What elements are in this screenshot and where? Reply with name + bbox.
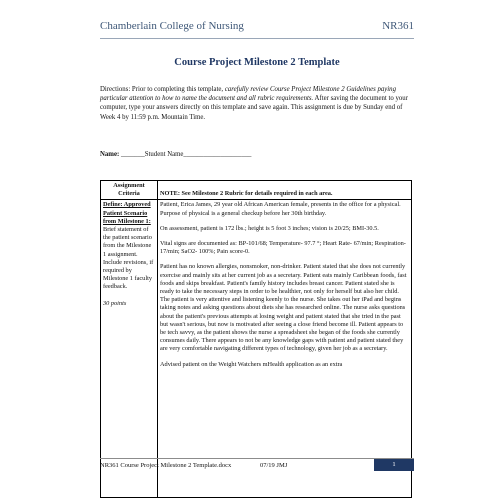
table-row — [101, 200, 412, 498]
criteria-points: 30 points — [103, 299, 127, 307]
document-title: Course Project Milestone 2 Template — [174, 57, 340, 68]
name-line — [100, 151, 251, 158]
page-number: 1 — [374, 459, 414, 471]
table-header-row — [101, 181, 412, 200]
footer-filename: NR361 Course Project Milestone 2 Template.docx — [100, 462, 232, 469]
criteria-table — [100, 180, 412, 498]
criteria-cell — [101, 200, 158, 498]
response-paragraph: Patient, Erica James, 29 year old African American female, presents in the office for a physical. Purpose of physical is a general checkup before her 30th birthday. — [160, 201, 401, 217]
col1-header: Assignment Criteria — [101, 181, 158, 200]
page-footer — [100, 458, 414, 473]
student-name-field[interactable]: _______Student Name____________________ — [119, 151, 252, 158]
col2-header: NOTE: See Milestone 2 Rubric for details required in each area. — [158, 181, 412, 200]
college-name: Chamberlain College of Nursing — [100, 20, 244, 32]
directions-emphasis: carefully review Course Project Milestone 2 Guidelines paying particular attention to how to name the document and all rubric requirements. — [100, 86, 396, 103]
response-paragraph: Patient has no known allergies, nonsmoker, non-drinker. Patient stated that she does not currently exercise and mainly sits at her current job as a secretary. Patient eats mainly Caribbean foods, fast foods and skips breakfast. Patient's family history includes breast cancer. Patient stated she is ready to take the necessary steps in order to be healthier, not only for herself but also her child. The patient is very attentive and listening keenly to the nurse. She takes out her iPad and begins taking notes and asking questions about diets she has researched online. The nurse asks questions about the patient's previous attempts at losing weight and patient stated that she tried in the past but wasn't serious, but now is motivated after seeing a close friend become ill. Patient appears to be tech savvy, as the patient shows the nurse a spreadsheet she began of the foods she currently consumes daily. There appears to not be any knowledge gaps with patient and patient stated they are very comfortable navigating different types of technology, given her job as a secretary. — [160, 263, 407, 353]
directions-part1: Directions: Prior to completing this template, — [100, 86, 225, 93]
directions-text — [100, 85, 412, 122]
directions-part2: After saving the document to your computer, type your answers directly on this template and save again. This assignment is due by Sunday end of Week 4 by 11:59 p.m. Mountain Time. — [100, 95, 408, 121]
response-paragraph: On assessment, patient is 172 lbs.; height is 5 foot 3 inches; vision is 20/25; BMI-30.5. — [160, 224, 379, 232]
response-cell[interactable] — [158, 200, 412, 498]
course-code: NR361 — [382, 20, 414, 32]
response-paragraph: Advised patient on the Weight Watchers mHealth application as an extra — [160, 360, 343, 368]
name-label: Name: — [100, 151, 120, 158]
page-header — [100, 20, 414, 39]
response-paragraph: Vital signs are documented as: BP-101/68; Temperature- 97.7 °; Heart Rate- 67/min; Respiration-17/min; SaO2- 100%; Pain score-0. — [160, 240, 406, 256]
criteria-text: Brief statement of the patient scenario from the Milestone 1 assignment. Include revisions, if required by Milestone 1 faculty feedback. — [103, 226, 154, 291]
footer-date: 07/19 JMJ — [260, 462, 288, 469]
criteria-title: Define: Approved Patient Scenario from Milestone 1: — [103, 201, 151, 225]
